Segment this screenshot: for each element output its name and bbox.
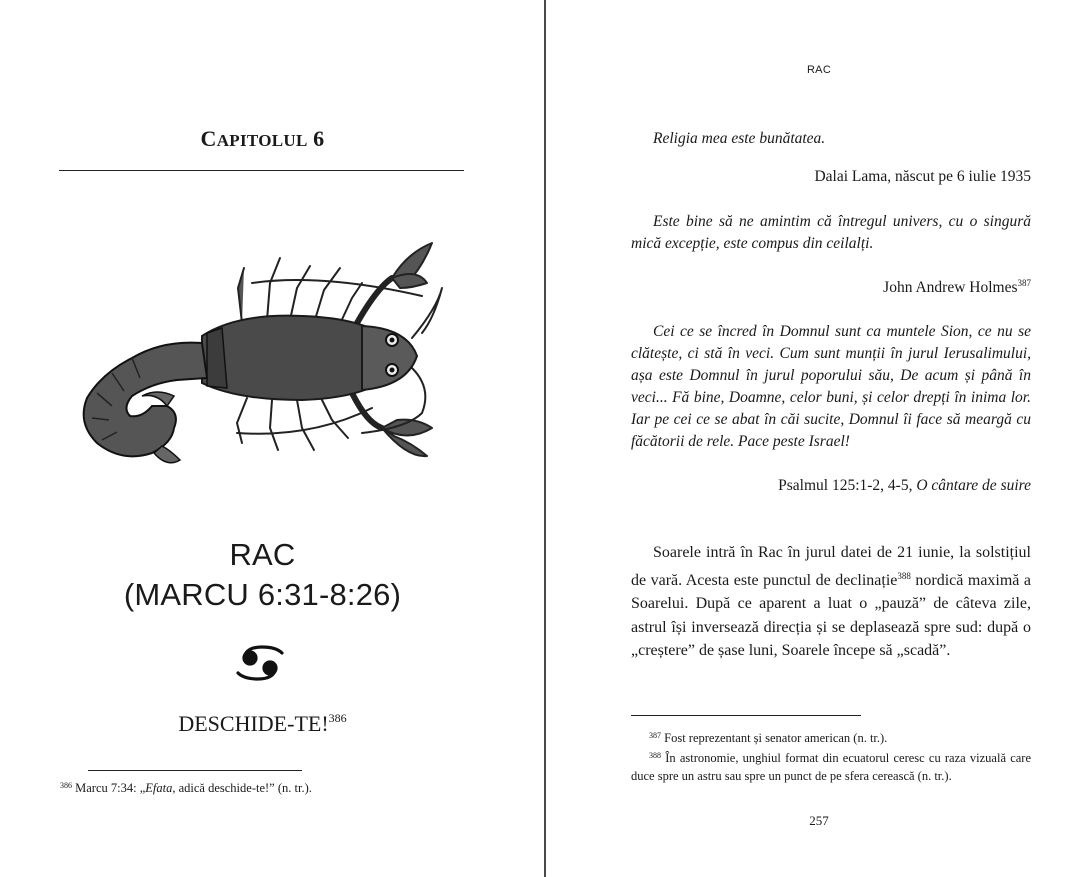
attribution-text: Psalmul 125:1-2, 4-5, <box>778 477 917 494</box>
epigraph-1 <box>631 128 1031 150</box>
page-number: 257 <box>809 813 829 828</box>
footnote-ref-386[interactable]: 386 <box>328 711 347 725</box>
epigraph-quote: Este bine să ne amintim că întregul univers, cu o singură mică excepție, este compus din ceilalți. <box>631 213 1031 252</box>
book-gutter <box>544 0 546 877</box>
section-title-text: DESCHIDE-TE! <box>178 711 329 736</box>
body-text-part2: nordică maximă a Soarelui. După ce aparent a luat o „pauză” de câteva zile, astrul își inversează direcția și se deplasează spre sud: după o „creștere” de șase luni, Soarele începe să „scadă”. <box>631 571 1032 659</box>
epigraph-attribution <box>631 477 1031 495</box>
footnote-italic-word: Efata <box>145 781 173 795</box>
footnote-number: 386 <box>60 781 72 790</box>
epigraph-3 <box>631 321 1031 453</box>
footnote-387 <box>631 727 1031 747</box>
footnote-ref-388[interactable]: 388 <box>897 570 911 581</box>
chapter-heading-word: APITOLUL <box>216 131 308 150</box>
footnote-text: Fost reprezentant și senator american (n. tr.). <box>661 731 888 745</box>
footnote-divider-right <box>631 715 861 716</box>
footnote-number: 388 <box>649 751 661 760</box>
footnotes-right <box>631 727 1031 785</box>
chapter-title-sign: RAC <box>229 537 296 572</box>
footnote-386 <box>60 781 480 796</box>
body-text-part1: Soarele intră în Rac în jurul datei de 21 iunie, la solstițiul de vară. Acesta este punctul de declinație <box>631 544 1031 589</box>
body-text <box>631 541 1031 663</box>
footnote-text-end: , adică deschide-te!” (n. tr.). <box>172 781 312 795</box>
epigraph-1-attribution <box>631 168 1031 186</box>
right-page <box>547 0 1091 877</box>
body-paragraph <box>631 541 1031 663</box>
epigraph-attribution: Dalai Lama, născut pe 6 iulie 1935 <box>814 168 1031 185</box>
epigraph-3-attribution <box>631 477 1031 495</box>
crayfish-illustration <box>62 228 462 478</box>
chapter-divider <box>59 170 464 171</box>
footnote-388 <box>631 747 1031 785</box>
chapter-title-reference: (MARCU 6:31-8:26) <box>123 577 402 612</box>
epigraph-2 <box>631 211 1031 255</box>
footnote-text: În astronomie, unghiul format din ecuatorul ceresc cu raza vizuală care duce spre un astru sau spre un punct de pe sfera cerească (n. tr.). <box>631 751 1031 783</box>
footnote-number: 387 <box>649 731 661 740</box>
chapter-heading-initial: C <box>200 126 217 151</box>
footnote-divider-left <box>88 770 302 771</box>
chapter-heading <box>0 126 525 152</box>
epigraph-quote: Religia mea este bunătatea. <box>653 130 826 147</box>
epigraph-quote: Cei ce se încred în Domnul sunt ca muntele Sion, ce nu se clătește, ci stă în veci. Cum sunt munții în jurul Ierusalimului, așa este Domnul în jurul poporului său, De acum și până în veci... Fă bine, Doamne, celor buni, și celor drepți în inima lor. Iar pe cei ce se abat în căi sucite, Domnul îi face să meargă cu făcătorii de rele. Pace peste Israel! <box>631 323 1031 450</box>
footnote-text: Marcu 7:34: „ <box>72 781 146 795</box>
chapter-number: 6 <box>313 126 325 151</box>
running-head: RAC <box>806 64 832 76</box>
chapter-title <box>60 535 465 615</box>
section-title <box>60 711 465 737</box>
footnote-ref-387[interactable]: 387 <box>1017 278 1031 288</box>
attribution-text: John Andrew Holmes <box>883 279 1018 296</box>
cancer-zodiac-icon <box>230 643 290 683</box>
attribution-italic: O cântare de suire <box>916 477 1031 494</box>
epigraph-2-attribution <box>631 278 1031 297</box>
epigraph-attribution <box>631 278 1031 297</box>
left-page <box>0 0 545 877</box>
